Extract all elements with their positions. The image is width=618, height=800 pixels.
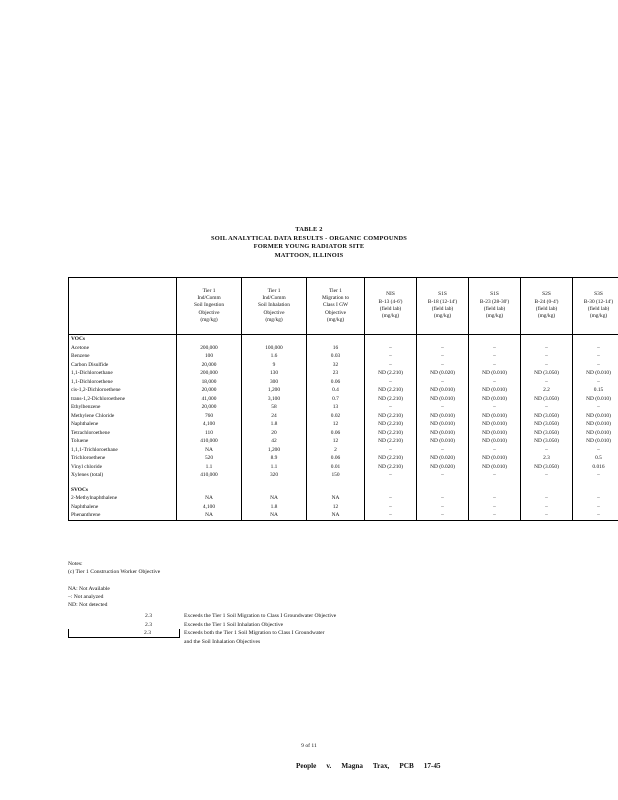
value-cell: 20,000 — [177, 361, 242, 370]
column-header-line: (mg/kg) — [589, 313, 608, 320]
value-cell: ND (3.050) — [521, 369, 573, 378]
value-cell: ND (2.210) — [365, 369, 417, 378]
column-header-line: Tier 1 — [267, 287, 281, 294]
column-header-line: Class I GW — [322, 302, 349, 309]
value-cell: 300 — [242, 378, 307, 387]
note-line: ND: Not detected — [68, 602, 108, 608]
compound-name-cell: Naphthalene — [69, 503, 177, 512]
table-row — [69, 352, 618, 361]
value-cell: 410,000 — [177, 471, 242, 480]
value-cell: 2.3 — [521, 454, 573, 463]
footer-word: Trax, — [372, 762, 390, 770]
value-cell — [573, 335, 618, 344]
value-cell: 1.1 — [242, 463, 307, 472]
column-header-line: B-13 (4-6') — [378, 298, 403, 305]
page-number: 9 of 11 — [301, 743, 317, 749]
value-cell: ND (0.010) — [573, 395, 618, 404]
column-header — [177, 278, 242, 335]
value-cell: NA — [307, 511, 365, 520]
value-cell — [242, 335, 307, 344]
legend-sample — [68, 638, 180, 647]
column-header-line: (field lab) — [483, 306, 506, 312]
value-cell: ND (0.010) — [417, 420, 469, 429]
table-row — [69, 446, 618, 455]
table-title: SOIL ANALYTICAL DATA RESULTS - ORGANIC COMPOUNDS — [210, 234, 408, 242]
value-cell: – — [365, 471, 417, 480]
value-cell: – — [365, 361, 417, 370]
value-cell: 42 — [242, 437, 307, 446]
value-cell: – — [469, 511, 521, 520]
value-cell: 20,000 — [177, 386, 242, 395]
value-cell: ND (2.210) — [365, 395, 417, 404]
column-header-line: NIS — [386, 291, 395, 298]
column-header-line: Migration to — [321, 295, 350, 302]
column-header-line: B-23 (28-30') — [479, 298, 510, 305]
footer-word: v. — [326, 762, 332, 770]
footer-caption — [296, 762, 451, 770]
notes-lines — [68, 568, 160, 609]
value-cell: 1.8 — [242, 503, 307, 512]
value-cell: ND (0.010) — [417, 412, 469, 421]
value-cell: NA — [242, 494, 307, 503]
column-header-line: Ind/Comm — [262, 295, 286, 302]
value-cell: 20,000 — [177, 403, 242, 412]
value-cell: 150 — [307, 471, 365, 480]
site-name: FORMER YOUNG RADIATOR SITE — [253, 243, 365, 251]
value-cell: 23 — [307, 369, 365, 378]
table-row — [69, 344, 618, 353]
column-header-line: (mg/kg) — [433, 313, 452, 320]
compound-name-cell: Acetone — [69, 344, 177, 353]
value-cell — [417, 335, 469, 344]
value-cell: 8.9 — [242, 454, 307, 463]
value-cell: – — [573, 446, 618, 455]
column-header-line: Ind/Comm — [197, 295, 221, 302]
value-cell: ND (0.020) — [417, 454, 469, 463]
value-cell: 3,100 — [242, 395, 307, 404]
value-cell: – — [521, 471, 573, 480]
compound-name-cell: 1,1-Dichloroethene — [69, 378, 177, 387]
value-cell: NA — [177, 446, 242, 455]
value-cell: 1.8 — [242, 420, 307, 429]
column-header — [365, 278, 417, 335]
value-cell: – — [365, 344, 417, 353]
value-cell: ND (3.050) — [521, 395, 573, 404]
value-cell: ND (0.010) — [417, 437, 469, 446]
value-cell: ND (0.010) — [469, 437, 521, 446]
value-cell — [469, 335, 521, 344]
value-cell — [365, 335, 417, 344]
value-cell: NA — [307, 494, 365, 503]
compound-name-cell: cis-1,2-Dichloroethene — [69, 386, 177, 395]
table-row — [69, 463, 618, 472]
column-header-line: Objective — [325, 309, 346, 316]
compound-name-cell: Carbon Disulfide — [69, 361, 177, 370]
table-row — [69, 361, 618, 370]
value-cell: ND (0.010) — [469, 420, 521, 429]
table-row — [69, 395, 618, 404]
table-row — [69, 503, 618, 512]
value-cell: ND (0.010) — [417, 395, 469, 404]
value-cell: – — [365, 511, 417, 520]
table-number: TABLE 2 — [295, 226, 323, 233]
compound-name-cell: Trichloroethene — [69, 454, 177, 463]
value-cell: 2 — [307, 446, 365, 455]
footer-word: Magna — [341, 762, 363, 770]
value-cell: – — [573, 352, 618, 361]
value-cell: ND (0.010) — [469, 429, 521, 438]
compound-name-cell: 1,1,1-Trichloroethane — [69, 446, 177, 455]
compound-name-cell: trans-1,2-Dichloroethene — [69, 395, 177, 404]
value-cell: – — [365, 403, 417, 412]
legend-sample: 2.3 — [145, 613, 152, 619]
value-cell: ND (3.050) — [521, 412, 573, 421]
value-cell: 0.5 — [573, 454, 618, 463]
value-cell: – — [521, 494, 573, 503]
value-cell: ND (0.010) — [573, 412, 618, 421]
value-cell — [417, 486, 469, 495]
value-cell: – — [573, 503, 618, 512]
value-cell: ND (0.010) — [469, 463, 521, 472]
value-cell: 0.02 — [307, 412, 365, 421]
column-header-line: (field lab) — [379, 306, 402, 312]
value-cell: ND (0.010) — [469, 386, 521, 395]
column-header — [69, 278, 177, 335]
table-row — [69, 429, 618, 438]
value-cell: – — [521, 403, 573, 412]
value-cell: – — [417, 378, 469, 387]
column-header-line: B-24 (0-4') — [534, 298, 559, 305]
value-cell: – — [573, 471, 618, 480]
value-cell — [521, 486, 573, 495]
value-cell: – — [521, 378, 573, 387]
value-cell — [365, 486, 417, 495]
value-cell: ND (2.210) — [365, 429, 417, 438]
column-header-line: (mg/kg) — [485, 313, 504, 320]
compound-name-cell: Phenanthrene — [69, 511, 177, 520]
column-header — [469, 278, 521, 335]
value-cell: NA — [242, 511, 307, 520]
value-cell: 32 — [307, 361, 365, 370]
value-cell: 1.1 — [177, 463, 242, 472]
value-cell: 20 — [242, 429, 307, 438]
value-cell — [469, 486, 521, 495]
value-cell: 12 — [307, 503, 365, 512]
legend-description: and the Soil Inhalation Objectives — [184, 638, 261, 645]
value-cell: – — [365, 503, 417, 512]
table-row — [69, 378, 618, 387]
column-header-line: Soil Ingestion — [193, 302, 225, 309]
value-cell: ND (0.010) — [573, 420, 618, 429]
value-cell: NA — [177, 494, 242, 503]
value-cell: – — [469, 446, 521, 455]
value-cell: – — [417, 361, 469, 370]
value-cell — [307, 486, 365, 495]
column-header-line: S2S — [542, 291, 551, 298]
compound-name-cell: 1,1-Dichloroethane — [69, 369, 177, 378]
value-cell: – — [365, 446, 417, 455]
value-cell: – — [417, 471, 469, 480]
note-line: (c) Tier 1 Construction Worker Objective — [68, 569, 161, 576]
value-cell: ND (2.210) — [365, 412, 417, 421]
value-cell: ND (3.050) — [521, 420, 573, 429]
table-row — [69, 403, 618, 412]
value-cell: ND (3.050) — [521, 463, 573, 472]
compound-name-cell: Xylenes (total) — [69, 471, 177, 480]
value-cell: 0.06 — [307, 429, 365, 438]
column-header-line: (field lab) — [535, 306, 558, 312]
value-cell: 0.4 — [307, 386, 365, 395]
value-cell: – — [521, 503, 573, 512]
value-cell: ND (2.210) — [365, 386, 417, 395]
value-cell: 1,200 — [242, 386, 307, 395]
compound-name-cell: Benzene — [69, 352, 177, 361]
column-header-line: (field lab) — [587, 306, 610, 312]
value-cell: – — [573, 378, 618, 387]
column-header-line: Soil Inhalation — [258, 302, 290, 309]
table-row — [69, 511, 618, 520]
column-header — [242, 278, 307, 335]
table-row — [69, 412, 618, 421]
value-cell: 18,000 — [177, 378, 242, 387]
value-cell: – — [521, 511, 573, 520]
value-cell: – — [573, 403, 618, 412]
value-cell: ND (0.010) — [573, 429, 618, 438]
compound-name-cell: Toluene — [69, 437, 177, 446]
value-cell: ND (0.010) — [573, 369, 618, 378]
value-cell: 100 — [177, 352, 242, 361]
column-header — [521, 278, 573, 335]
compound-name-cell: 2-Methylnaphthalene — [69, 494, 177, 503]
column-header-line: (mg/kg) — [381, 313, 400, 320]
value-cell: 13 — [307, 403, 365, 412]
value-cell: – — [469, 352, 521, 361]
value-cell: – — [365, 352, 417, 361]
value-cell: 9 — [242, 361, 307, 370]
value-cell: – — [469, 361, 521, 370]
soil-data-table — [68, 277, 618, 521]
value-cell — [242, 486, 307, 495]
notes-heading: Notes: — [68, 561, 83, 567]
group-heading-row — [69, 335, 618, 344]
value-cell: ND (0.020) — [417, 463, 469, 472]
legend-description: Exceeds the Tier 1 Soil Inhalation Objective — [184, 621, 284, 628]
column-header-line: Tier 1 — [202, 287, 216, 294]
note-line: –: Not analyzed — [68, 593, 104, 600]
value-cell: ND (0.010) — [417, 386, 469, 395]
column-header — [307, 278, 365, 335]
column-header-line: S1S — [438, 291, 447, 298]
footer-word: PCB — [399, 762, 414, 770]
legend-sample: 2.3 — [145, 621, 152, 628]
column-header-line: (mg/kg) — [326, 316, 345, 323]
value-cell: 12 — [307, 437, 365, 446]
table-row — [69, 454, 618, 463]
value-cell: – — [417, 403, 469, 412]
column-header-line: (mg/kg) — [200, 316, 218, 323]
column-header-line: B-30 (12-14') — [583, 298, 614, 305]
table-row — [69, 494, 618, 503]
value-cell: – — [469, 344, 521, 353]
value-cell: – — [573, 511, 618, 520]
value-cell — [177, 335, 242, 344]
value-cell: – — [417, 503, 469, 512]
value-cell — [177, 486, 242, 495]
table-header-row — [69, 278, 618, 335]
footer-word: 17-45 — [423, 762, 441, 770]
value-cell: 760 — [177, 412, 242, 421]
value-cell: 4,100 — [177, 503, 242, 512]
value-cell: 12 — [307, 420, 365, 429]
value-cell: ND (2.210) — [365, 420, 417, 429]
column-header — [573, 278, 618, 335]
column-header-line: (field lab) — [431, 306, 454, 312]
value-cell: – — [417, 446, 469, 455]
value-cell: 58 — [242, 403, 307, 412]
column-header-line: Objective — [198, 309, 220, 316]
note-line: NA: Not Available — [68, 585, 110, 592]
legend-description: Exceeds the Tier 1 Soil Migration to Class I Groundwater Objective — [184, 613, 337, 619]
compound-name-cell: VOCs — [69, 335, 177, 344]
column-header-line: B-18 (12-14') — [427, 298, 458, 305]
legend-description: Exceeds both the Tier 1 Soil Migration to Class I Groundwater — [184, 630, 325, 637]
table-row — [69, 437, 618, 446]
column-header — [417, 278, 469, 335]
value-cell: 2.2 — [521, 386, 573, 395]
value-cell: 110 — [177, 429, 242, 438]
group-heading-row — [69, 486, 618, 495]
value-cell: – — [469, 503, 521, 512]
value-cell: 320 — [242, 471, 307, 480]
value-cell: ND (2.210) — [365, 454, 417, 463]
value-cell: 1.6 — [242, 352, 307, 361]
value-cell: 200,000 — [177, 344, 242, 353]
value-cell: 0.15 — [573, 386, 618, 395]
table-body — [69, 335, 618, 521]
column-header-line: Objective — [263, 309, 285, 316]
value-cell — [307, 335, 365, 344]
value-cell: – — [573, 494, 618, 503]
value-cell: – — [469, 471, 521, 480]
table-row — [69, 471, 618, 480]
value-cell: ND (0.010) — [469, 395, 521, 404]
value-cell: 520 — [177, 454, 242, 463]
value-cell: – — [365, 378, 417, 387]
value-cell: – — [521, 361, 573, 370]
column-header-line: S3S — [594, 291, 603, 298]
value-cell — [573, 486, 618, 495]
value-cell: 100,000 — [242, 344, 307, 353]
compound-name-cell: SVOCs — [69, 486, 177, 495]
value-cell: ND (0.020) — [417, 369, 469, 378]
value-cell: 24 — [242, 412, 307, 421]
value-cell: 130 — [242, 369, 307, 378]
value-cell: – — [521, 446, 573, 455]
value-cell: ND (0.010) — [573, 437, 618, 446]
value-cell: – — [469, 494, 521, 503]
value-cell: 0.06 — [307, 378, 365, 387]
legend-sample: 2.3 — [68, 629, 180, 638]
table-row — [69, 369, 618, 378]
compound-name-cell: Ethylbenzene — [69, 403, 177, 412]
value-cell: – — [417, 494, 469, 503]
compound-name-cell: Vinyl chloride — [69, 463, 177, 472]
note-line — [68, 576, 160, 584]
value-cell: 41,000 — [177, 395, 242, 404]
column-header-line: (mg/kg) — [265, 316, 283, 323]
value-cell: – — [521, 352, 573, 361]
column-header-line: S1S — [490, 291, 499, 298]
value-cell: – — [417, 352, 469, 361]
value-cell: – — [365, 494, 417, 503]
footer-word: People — [296, 762, 317, 770]
notes-section — [68, 560, 160, 609]
value-cell: 4,100 — [177, 420, 242, 429]
table-row — [69, 386, 618, 395]
table-title-block — [0, 226, 618, 260]
value-cell: 0.06 — [307, 454, 365, 463]
value-cell: 16 — [307, 344, 365, 353]
value-cell: ND (2.210) — [365, 463, 417, 472]
compound-name-cell: Naphthalene — [69, 420, 177, 429]
value-cell: 0.03 — [307, 352, 365, 361]
value-cell: – — [573, 344, 618, 353]
value-cell: – — [417, 344, 469, 353]
value-cell: NA — [177, 511, 242, 520]
column-header-line: (mg/kg) — [537, 313, 556, 320]
value-cell: – — [573, 361, 618, 370]
table-row — [69, 420, 618, 429]
value-cell: ND (0.010) — [417, 429, 469, 438]
value-cell: – — [521, 344, 573, 353]
value-cell: 0.01 — [307, 463, 365, 472]
value-cell: 0.7 — [307, 395, 365, 404]
value-cell: ND (2.210) — [365, 437, 417, 446]
value-cell: ND (0.010) — [469, 412, 521, 421]
value-cell: 200,000 — [177, 369, 242, 378]
site-location: MATTOON, ILLINOIS — [274, 251, 344, 259]
value-cell — [521, 335, 573, 344]
value-cell: ND (3.050) — [521, 437, 573, 446]
value-cell: 0.016 — [573, 463, 618, 472]
value-cell: – — [469, 403, 521, 412]
column-header-line: Tier 1 — [329, 287, 342, 294]
value-cell: ND (0.010) — [469, 454, 521, 463]
value-cell: – — [469, 378, 521, 387]
value-cell: – — [417, 511, 469, 520]
compound-name-cell: Tetrachloroethene — [69, 429, 177, 438]
value-cell: 1,200 — [242, 446, 307, 455]
value-cell: 410,000 — [177, 437, 242, 446]
compound-name-cell: Methylene Chloride — [69, 412, 177, 421]
value-cell: ND (3.050) — [521, 429, 573, 438]
value-cell: ND (0.010) — [469, 369, 521, 378]
